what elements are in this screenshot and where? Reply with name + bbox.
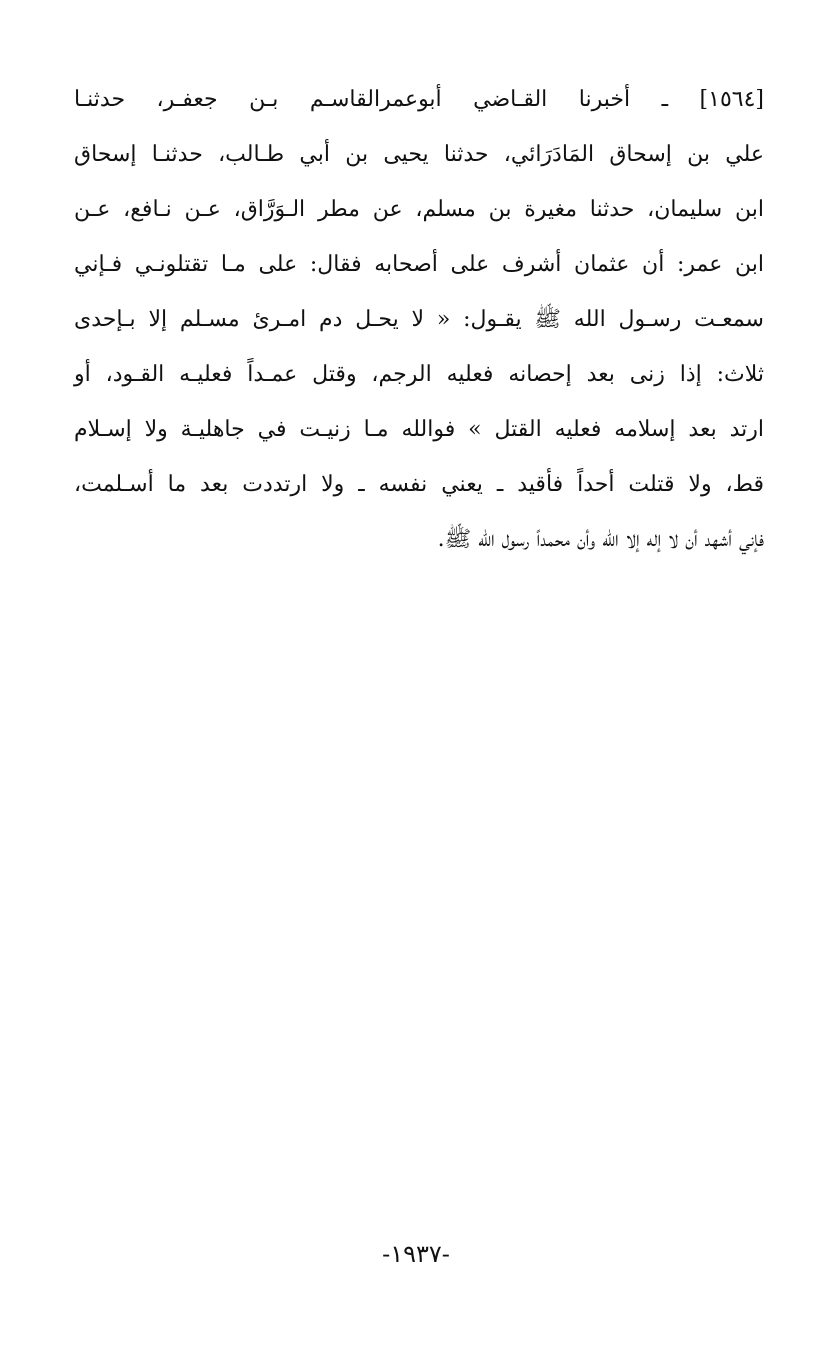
hadith-paragraph <box>74 74 764 569</box>
text-line-1: [١٥٦٤] ـ أخبرنا القـاضي أبوعمرالقاسـم بـن جعفـر، حدثنـا <box>74 87 764 112</box>
text-line-4: ابن عمر: أن عثمان أشرف على أصحابه فقال: على مـا تقتلونـي فـإني <box>74 252 764 277</box>
text-line-3: ابن سليمان، حدثنا مغيرة بن مسلم، عن مطر الـوَرَّاق، عـن نـافع، عـن <box>74 197 764 222</box>
text-line-2: علي بن إسحاق المَادَرَائي، حدثنا يحيى بن أبي طـالب، حدثنـا إسحاق <box>74 142 764 167</box>
text-line-9: فإني أشهد أن لا إله إلا الله وأن محمداً رسول الله ﷺ. <box>437 527 764 552</box>
text-line-7: ارتد بعد إسلامه فعليه القتل » فوالله مـا زنيـت في جاهليـة ولا إسـلام <box>74 417 764 442</box>
page-number: -١٩٣٧- <box>382 1240 450 1268</box>
text-line-6: ثلاث: إذا زنى بعد إحصانه فعليه الرجم، وقتل عمـداً فعليـه القـود، أو <box>74 362 764 387</box>
text-line-5: سمعـت رسـول الله ﷺ يقـول: « لا يحـل دم امـرئ مسـلم إلا بـإحدى <box>74 307 764 332</box>
text-line-8: قط، ولا قتلت أحداً فأقيد ـ يعني نفسه ـ ولا ارتددت بعد ما أسـلمت، <box>74 472 764 497</box>
